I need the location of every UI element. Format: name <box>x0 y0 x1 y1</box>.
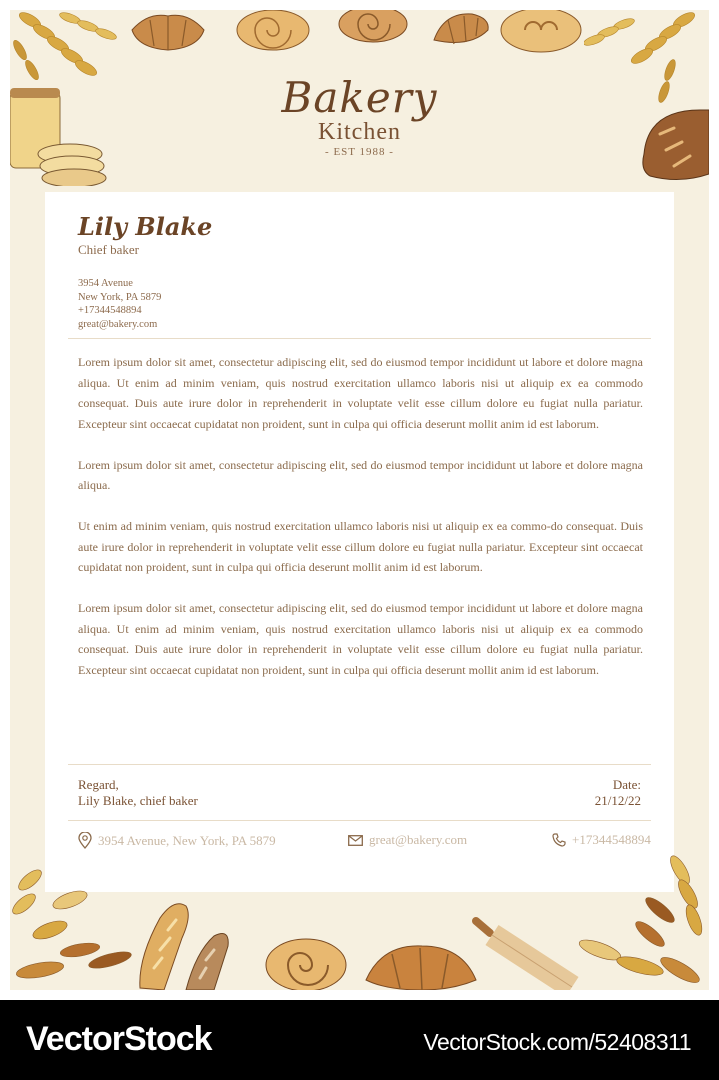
logo-bakery: Bakery <box>281 73 438 122</box>
date-label: Date: <box>612 777 641 792</box>
wheat-icon <box>10 860 150 990</box>
footer-address <box>78 832 276 849</box>
divider <box>68 820 651 821</box>
divider <box>68 764 651 765</box>
logo-established: - EST 1988 - <box>325 146 394 158</box>
baguette-icon <box>130 898 234 990</box>
cinnamon-roll-icon <box>338 10 408 44</box>
cinnamon-roll-icon <box>500 10 582 54</box>
closing <box>78 777 198 809</box>
croissant-icon <box>362 940 480 990</box>
watermark-bar <box>0 1000 719 1080</box>
sender-name: Lily Blake <box>78 212 213 241</box>
footer-phone-text: +17344548894 <box>572 832 651 847</box>
cinnamon-roll-icon <box>235 10 311 52</box>
watermark-brand: VectorStock <box>26 1020 212 1058</box>
letter-body <box>78 352 643 701</box>
phone-icon <box>552 833 566 847</box>
footer-address-text: 3954 Avenue, New York, PA 5879 <box>98 832 276 848</box>
sender-address-line2: New York, PA 5879 <box>78 291 162 303</box>
letter-card <box>45 192 674 892</box>
body-paragraph-1: Lorem ipsum dolor sit amet, consectetur adipiscing elit, sed do eiusmod tempor incididunt ut labore et dolore magna aliqua. Ut enim ad minim veniam, quis nostrud exercitation ullamco laboris nisi ut aliquip ex ea commodo consequat. Duis aute irure dolor in reprehenderit in voluptate velit esse cillum dolore eu fugiat nulla pariatur. Excepteur sint occaecat cupidatat non proident, sunt in culpa qui officia deserunt mollit anim id est laborum. <box>78 355 643 431</box>
divider <box>68 338 651 339</box>
bakery-logo <box>10 73 709 158</box>
footer-email <box>348 832 467 848</box>
footer-email-text: great@bakery.com <box>369 832 468 847</box>
body-paragraph-4: Lorem ipsum dolor sit amet, consectetur adipiscing elit, sed do eiusmod tempor incididunt ut labore et dolore magna aliqua. Ut enim ad minim veniam, quis nostrud exercitation ullamco laboris nisi ut aliquip ex ea commodo consequat. Duis aute irure dolor in reprehenderit in voluptate velit esse cillum dolore eu fugiat nulla pariatur. Excepteur sint occaecat cupidatat non proident, sunt in culpa qui officia deserunt mollit anim id est laborum. <box>78 601 643 677</box>
cinnamon-roll-icon <box>264 935 348 990</box>
croissant-icon <box>128 10 208 52</box>
sender-address-line1: 3954 Avenue <box>78 278 133 289</box>
letter-date <box>595 777 641 809</box>
closing-regard: Regard, <box>78 777 119 792</box>
sender-role: Chief baker <box>78 242 140 257</box>
logo-kitchen: Kitchen <box>318 119 401 145</box>
footer-phone <box>552 832 651 848</box>
rolling-pin-icon <box>472 915 584 990</box>
body-paragraph-3: Ut enim ad minim veniam, quis nostrud exercitation ullamco laboris nisi ut aliquip ex ea commo-do consequat. Duis aute irure dolor in reprehenderit in voluptate velit esse cillum dolore eu fugiat nulla pariatur. Excepteur sint occaecat cupidatat non proident, sunt in culpa qui officia deserunt mollit anim id est laborum. <box>78 519 643 574</box>
closing-signature: Lily Blake, chief baker <box>78 793 198 808</box>
envelope-icon <box>348 835 363 846</box>
sender-email: great@bakery.com <box>78 318 158 330</box>
sender-contact <box>78 277 161 331</box>
sender-phone: +17344548894 <box>78 305 142 316</box>
letterhead-page <box>10 10 709 990</box>
location-pin-icon <box>78 832 92 849</box>
date-value: 21/12/22 <box>594 793 641 808</box>
body-paragraph-2: Lorem ipsum dolor sit amet, consectetur adipiscing elit, sed do eiusmod tempor incididunt ut labore et dolore magna aliqua. <box>78 457 643 492</box>
croissant-icon <box>430 10 492 50</box>
wheat-icon <box>570 850 709 990</box>
watermark-id: VectorStock.com/52408311 <box>423 1029 691 1055</box>
